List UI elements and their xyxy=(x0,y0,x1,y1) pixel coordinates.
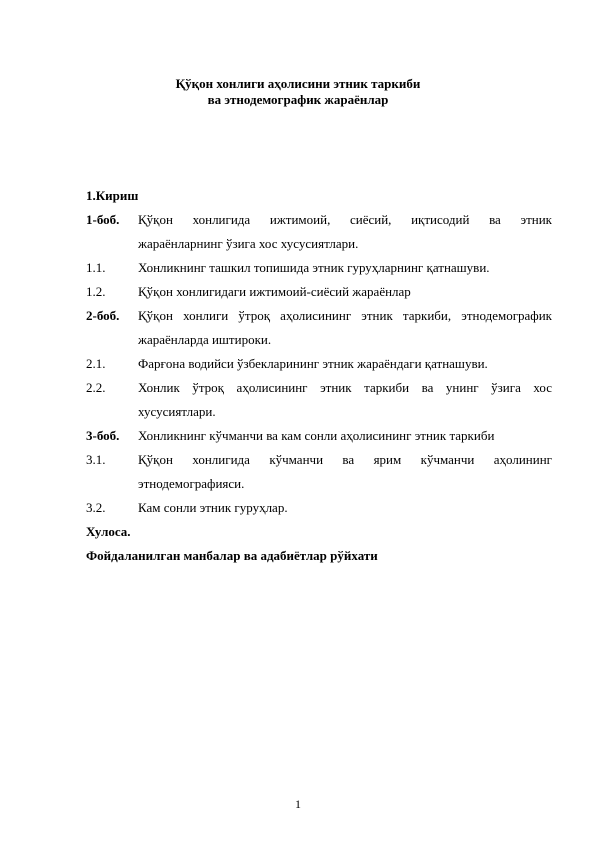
toc-section-2-1 xyxy=(86,352,552,376)
toc-chapter-2-number: 2-боб. xyxy=(86,308,120,323)
toc-chapter-2-line1: Қўқон хонлиги ўтроқ аҳолисининг этник таркиби, этнодемографик xyxy=(138,308,552,323)
toc-chapter-2-line2: жараёнларда иштироки. xyxy=(138,332,272,347)
toc-section-3-2 xyxy=(86,496,552,520)
toc-references-label: Фойдаланилган манбалар ва адабиётлар рўйхати xyxy=(86,548,378,563)
toc-chapter-2 xyxy=(86,304,552,352)
toc-intro xyxy=(86,184,552,208)
toc-conclusion xyxy=(86,520,552,544)
toc-chapter-1-line1: Қўқон хонлигида ижтимоий, сиёсий, иқтисодий ва этник xyxy=(138,212,552,227)
toc-section-2-2-text xyxy=(138,376,552,424)
toc-chapter-1-line2: жараёнларнинг ўзига хос хусусиятлари. xyxy=(138,236,359,251)
toc-section-3-1-text xyxy=(138,448,552,496)
toc-section-2-2-number: 2.2. xyxy=(86,380,106,395)
toc-section-2-2-line2: хусусиятлари. xyxy=(138,404,216,419)
document-title-line2: ва этнодемографик жараёнлар xyxy=(207,92,389,107)
toc-section-3-1 xyxy=(86,448,552,496)
toc-chapter-3 xyxy=(86,424,552,448)
toc-section-3-2-text: Кам сонли этник гуруҳлар. xyxy=(138,500,288,515)
table-of-contents xyxy=(86,184,552,568)
toc-section-1-2-number: 1.2. xyxy=(86,284,106,299)
toc-chapter-3-text: Хонликнинг кўчманчи ва кам сонли аҳолисининг этник таркиби xyxy=(138,428,495,443)
toc-section-1-2-text: Қўқон хонлигидаги ижтимоий-сиёсий жараёнлар xyxy=(138,284,411,299)
document-title-line1: Қўқон хонлиги аҳолисини этник таркиби xyxy=(175,76,421,91)
page-number: 1 xyxy=(295,797,301,811)
toc-intro-label: 1.Кириш xyxy=(86,188,139,203)
toc-section-2-1-number: 2.1. xyxy=(86,356,106,371)
toc-section-3-1-line1: Қўқон хонлигида кўчманчи ва ярим кўчманчи аҳолининг xyxy=(138,452,552,467)
toc-chapter-2-text xyxy=(138,304,552,352)
toc-section-3-1-number: 3.1. xyxy=(86,452,106,467)
toc-chapter-1 xyxy=(86,208,552,256)
toc-section-3-1-line2: этнодемографияси. xyxy=(138,476,245,491)
toc-chapter-1-number: 1-боб. xyxy=(86,212,120,227)
toc-section-1-1 xyxy=(86,256,552,280)
toc-section-1-1-number: 1.1. xyxy=(86,260,106,275)
toc-section-3-2-number: 3.2. xyxy=(86,500,106,515)
toc-references xyxy=(86,544,552,568)
toc-section-2-1-text: Фарғона водийси ўзбекларининг этник жараёндаги қатнашуви. xyxy=(138,356,488,371)
toc-chapter-3-number: 3-боб. xyxy=(86,428,120,443)
toc-section-2-2-line1: Хонлик ўтроқ аҳолисининг этник таркиби ва унинг ўзига хос xyxy=(138,380,552,395)
toc-conclusion-label: Хулоса. xyxy=(86,524,131,539)
toc-section-1-2 xyxy=(86,280,552,304)
toc-section-2-2 xyxy=(86,376,552,424)
toc-section-1-1-text: Хонликнинг ташкил топишида этник гуруҳларнинг қатнашуви. xyxy=(138,260,490,275)
toc-chapter-1-text xyxy=(138,208,552,256)
